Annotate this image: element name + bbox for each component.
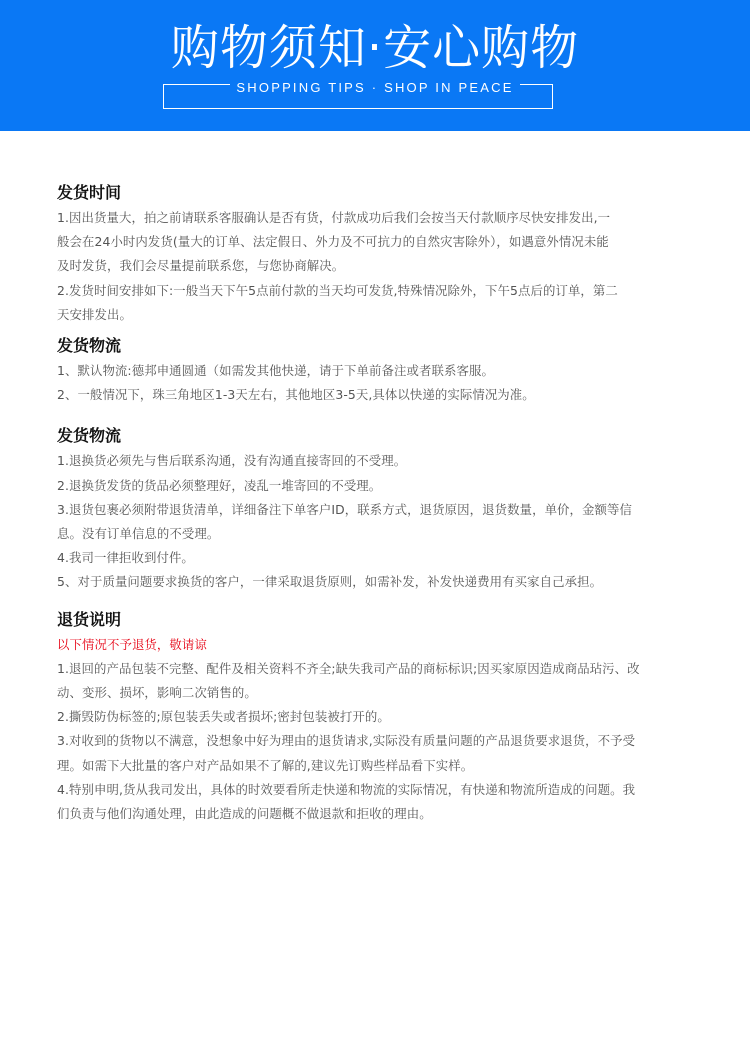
banner-subtitle: SHOPPING TIPS · SHOP IN PEACE [230, 79, 519, 97]
section-heading: 发货时间 [57, 183, 122, 202]
text-line: 2.退换货发货的货品必须整理好，凌乱一堆寄回的不受理。 [57, 477, 382, 493]
text-line: 及时发货，我们会尽量提前联系您，与您协商解决。 [57, 258, 345, 274]
header-banner [0, 0, 750, 131]
text-line: 1.因出货量大，拍之前请联系客服确认是否有货，付款成功后我们会按当天付款顺序尽快安排发出,一 [57, 210, 611, 225]
section-return-policy [57, 607, 717, 827]
text-line: 1.退换货必须先与售后联系沟通，没有沟通直接寄回的不受理。 [57, 453, 407, 469]
text-line: 天安排发出。 [57, 306, 132, 322]
banner-title: 购物须知·安心购物 [170, 20, 580, 76]
notice-text: 以下情况不予退货，敬请谅 [57, 636, 207, 652]
text-line: 2、一般情况下，珠三角地区1-3天左右，其他地区3-5天,具体以快递的实际情况为准。 [57, 387, 535, 403]
text-line: 3.退货包裹必须附带退货清单，详细备注下单客户ID，联系方式，退货原因，退货数量，单价，金额等信 [57, 501, 633, 517]
section-return-exchange [57, 423, 717, 594]
text-line: 1.退回的产品包装不完整、配件及相关资料不齐全;缺失我司产品的商标标识;因买家原因造成商品玷污、改 [57, 660, 640, 676]
text-line: 2.撕毁防伪标签的;原包装丢失或者损坏;密封包装被打开的。 [57, 709, 390, 725]
text-line: 4.我司一律拒收到付件。 [57, 550, 194, 566]
section-heading: 发货物流 [57, 426, 122, 446]
section-shipping-time [57, 180, 717, 327]
text-line: 2.发货时间安排如下:一般当天下午5点前付款的当天均可发货,特殊情况除外，下午5点后的订单，第二 [57, 282, 618, 298]
text-line: 们负责与他们沟通处理，由此造成的问题概不做退款和拒收的理由。 [57, 806, 432, 822]
text-line: 动、变形、损坏，影响二次销售的。 [57, 685, 257, 701]
section-heading: 退货说明 [57, 609, 122, 629]
text-line: 1、默认物流:德邦申通圆通（如需发其他快递，请于下单前备注或者联系客服。 [57, 363, 494, 379]
section-heading: 发货物流 [57, 336, 122, 356]
text-line: 息。没有订单信息的不受理。 [57, 526, 220, 542]
text-line: 5、对于质量问题要求换货的客户，一律采取退货原则，如需补发，补发快递费用有买家自己承担。 [57, 574, 603, 590]
text-line: 3.对收到的货物以不满意，没想象中好为理由的退货请求,实际没有质量问题的产品退货要求退货，不予受 [57, 733, 636, 749]
section-shipping-logistics [57, 333, 717, 407]
text-line: 般会在24小时内发货(量大的订单、法定假日、外力及不可抗力的自然灾害除外），如遇意外情况未能 [57, 234, 609, 250]
text-line: 4.特别申明,货从我司发出，具体的时效要看所走快递和物流的实际情况，有快递和物流所造成的问题。我 [57, 781, 636, 797]
text-line: 理。如需下大批量的客户对产品如果不了解的,建议先订购些样品看下实样。 [57, 757, 474, 773]
notice-content [57, 180, 717, 826]
